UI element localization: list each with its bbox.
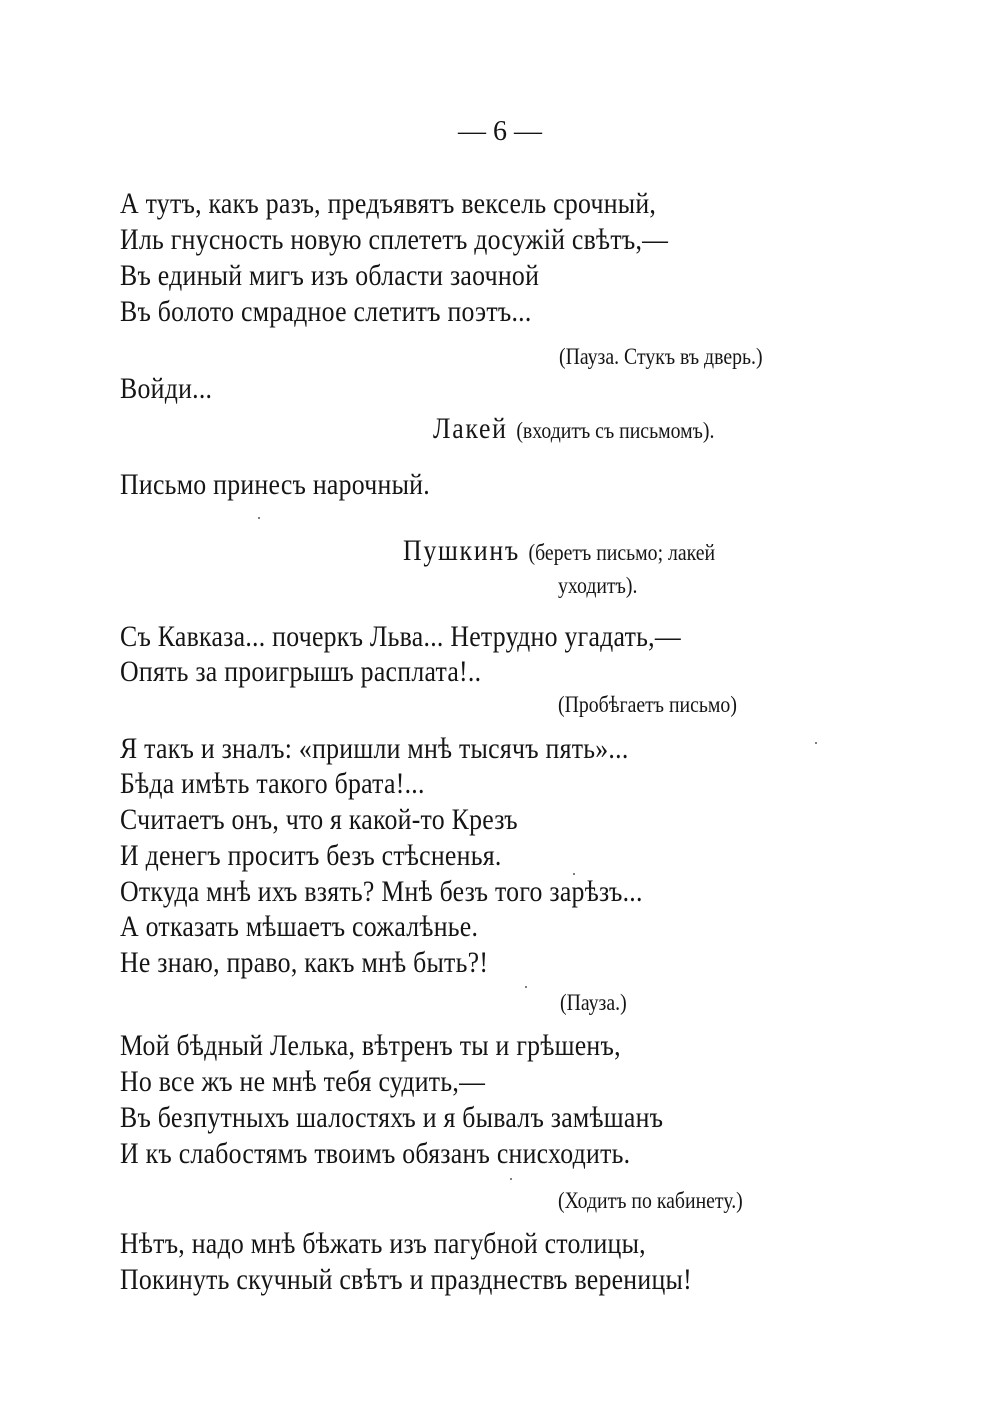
page-number: — 6 — xyxy=(458,116,542,147)
scan-speck xyxy=(258,517,260,519)
verse-line: Въ болото смрадное слетитъ поэтъ... xyxy=(120,295,532,328)
verse-line: Войди... xyxy=(120,372,213,405)
verse-line: Мой бѣдный Лелька, вѣтренъ ты и грѣшенъ, xyxy=(120,1029,621,1062)
verse-line: Въ безпутныхъ шалостяхъ и я бывалъ замѣшанъ xyxy=(120,1101,664,1134)
scan-speck xyxy=(510,1178,512,1180)
verse-line: Въ единый мигъ изъ области заочной xyxy=(120,259,540,292)
speaker-direction: (входитъ съ письмомъ). xyxy=(516,418,715,443)
speaker-direction: (беретъ письмо; лакей xyxy=(528,540,716,565)
scan-speck xyxy=(525,986,527,988)
verse-line: Считаетъ онъ, что я какой-то Крезъ xyxy=(120,803,518,836)
verse-line: Иль гнусность новую сплететъ досужій свѣтъ,— xyxy=(120,223,669,256)
verse-line: Письмо принесъ нарочный. xyxy=(120,468,430,501)
verse-line: Не знаю, право, какъ мнѣ быть?! xyxy=(120,946,489,979)
verse-line: И къ слабостямъ твоимъ обязанъ снисходить. xyxy=(120,1137,631,1170)
verse-line: А тутъ, какъ разъ, предъявятъ вексель срочный, xyxy=(120,187,657,220)
speaker-cue xyxy=(433,414,714,446)
verse-line: Откуда мнѣ ихъ взять? Мнѣ безъ того зарѣзъ... xyxy=(120,875,643,908)
verse-line: А отказать мѣшаетъ сожалѣнье. xyxy=(120,910,479,943)
stage-direction: (Пробѣгаетъ письмо) xyxy=(558,692,737,717)
verse-line: Бѣда имѣть такого брата!... xyxy=(120,767,425,800)
stage-direction: (Пауза. Стукъ въ дверь.) xyxy=(559,344,763,369)
verse-line: Нѣтъ, надо мнѣ бѣжать изъ пагубной столицы, xyxy=(120,1227,646,1260)
speaker-name: Пушкинъ xyxy=(403,534,520,567)
verse-line: Опять за проигрышъ расплата!.. xyxy=(120,655,482,688)
verse-line: И денегъ проситъ безъ стѣсненья. xyxy=(120,839,502,872)
speaker-cue xyxy=(403,536,715,568)
scan-speck xyxy=(573,873,575,875)
scan-speck xyxy=(815,742,817,744)
verse-line: Я такъ и зналъ: «пришли мнѣ тысячъ пять»... xyxy=(120,732,629,765)
stage-direction: (Ходитъ по кабинету.) xyxy=(558,1188,743,1213)
speaker-direction-continued: уходитъ). xyxy=(558,573,638,598)
verse-line: Покинуть скучный свѣтъ и празднествъ вереницы! xyxy=(120,1263,692,1296)
verse-line: Съ Кавказа... почеркъ Льва... Нетрудно угадать,— xyxy=(120,620,681,653)
speaker-name: Лакей xyxy=(433,412,508,445)
verse-line: Но все жъ не мнѣ тебя судить,— xyxy=(120,1065,486,1098)
stage-direction: (Пауза.) xyxy=(560,990,627,1015)
